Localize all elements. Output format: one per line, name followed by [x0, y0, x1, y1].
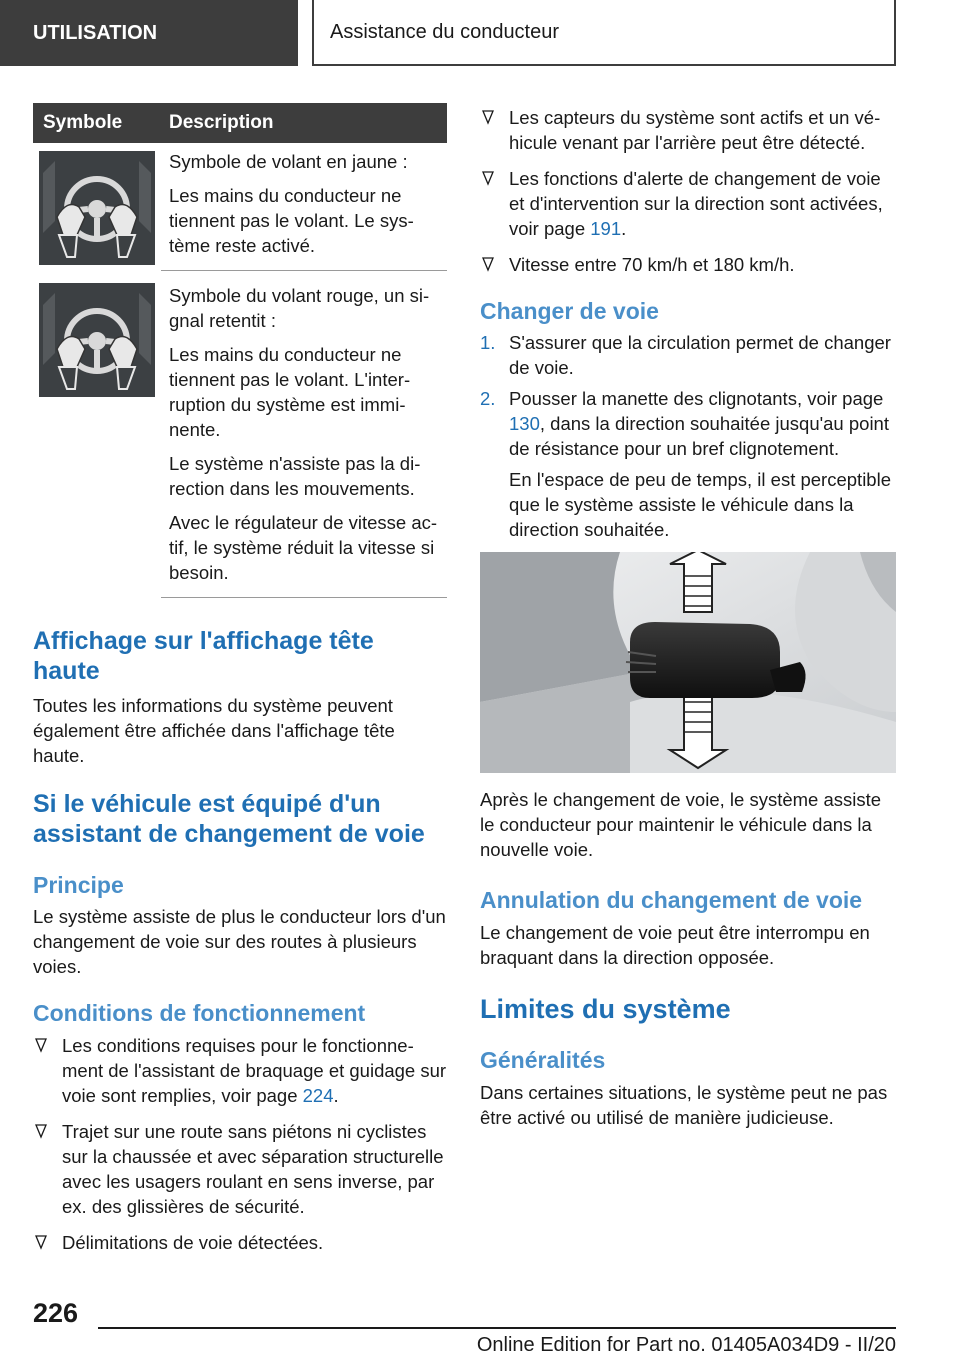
conditions-heading: Conditions de fonctionnement: [33, 1000, 366, 1026]
steering-wheel-yellow-icon: [39, 151, 155, 265]
edition-note: Online Edition for Part no. 01405A034D9 - II/20: [476, 1334, 896, 1356]
list-item: Les conditions requises pour le fonctionnement de l'assistant de braquage et guidage sur voie sont remplies, voir page 224.: [33, 1033, 447, 1108]
hud-heading: Affichage sur l'affichage tête haute: [33, 627, 374, 685]
symbol-description-line: Les mains du conducteur ne tiennent pas le volant. L'interruption du système est imminente.: [169, 344, 411, 440]
left-column: [33, 103, 447, 1266]
page-number: 226: [33, 1298, 79, 1328]
general-heading: Généralités: [480, 1047, 606, 1073]
principle-heading: Principe: [33, 872, 124, 898]
triangle-bullet-icon: [35, 1037, 47, 1053]
footer-divider: [98, 1327, 896, 1329]
conditions-list: [33, 1033, 447, 1255]
triangle-bullet-icon: [35, 1123, 47, 1139]
step-number: 1.: [480, 332, 496, 353]
symbol-description-line: Avec le régulateur de vitesse actif, le système réduit la vitesse si besoin.: [169, 512, 438, 583]
steering-wheel-red-icon: [39, 283, 155, 397]
change-lane-heading: Changer de voie: [480, 298, 659, 324]
list-item: 2. Pousser la manette des clignotants, voir page 130, dans la direction souhaitée jusqu'au point de résistance pour un bref clignotement. En l'espace de peu de temps, il est perceptible que le système assiste le véhicule dans la direction souhaitée.: [480, 386, 896, 542]
page-reference-link[interactable]: 191: [590, 218, 622, 239]
symbol-description-line: Le système n'assiste pas la direction dans les mouvements.: [169, 453, 421, 499]
step-number: 2.: [480, 388, 496, 409]
symbol-description-line: Les mains du conducteur ne tiennent pas le volant. Le système reste activé.: [169, 185, 414, 256]
after-figure-text: Après le changement de voie, le système assiste le conducteur pour maintenir le véhicule dans la nouvelle voie.: [480, 789, 882, 860]
symbol-description-line: Symbole du volant rouge, un signal retentit :: [169, 285, 430, 331]
list-item: Délimitations de voie détectées.: [33, 1230, 447, 1255]
symbol-table: [33, 103, 447, 598]
triangle-bullet-icon: [482, 109, 494, 125]
triangle-bullet-icon: [35, 1234, 47, 1250]
change-lane-steps: [480, 330, 896, 542]
cancel-heading: Annulation du changement de voie: [480, 887, 863, 913]
list-item: Trajet sur une route sans piétons ni cyclistes sur la chaussée et avec séparation structurelle avec les usagers roulant en sens inverse, par ex. des glissières de sécurité.: [33, 1119, 447, 1219]
table-row: [33, 271, 447, 598]
list-item: 1. S'assurer que la circulation permet de changer de voie.: [480, 332, 891, 378]
triangle-bullet-icon: [482, 256, 494, 272]
turn-signal-lever-illustration: [480, 552, 896, 773]
section-title: UTILISATION: [0, 0, 298, 66]
conditions-list-continued: [480, 105, 896, 277]
hud-text: Toutes les informations du système peuvent également être affichée dans l'affichage tête haute.: [33, 695, 395, 766]
step-extra-text: En l'espace de peu de temps, il est perceptible que le système assiste le véhicule dans la direction souhaitée.: [509, 469, 891, 540]
list-item: Les fonctions d'alerte de changement de voie et d'intervention sur la direction sont activées, voir page 191.: [480, 166, 896, 241]
symbol-description-line: Symbole de volant en jaune :: [169, 151, 408, 172]
table-row: [33, 143, 447, 271]
right-column: [480, 103, 896, 1130]
principle-text: Le système assiste de plus le conducteur lors d'un changement de voie sur des routes à plusieurs voies.: [33, 906, 446, 977]
table-header-row: [33, 103, 447, 143]
limits-heading: Limites du système: [480, 994, 731, 1024]
page-reference-link[interactable]: 130: [509, 413, 540, 434]
page-header: [0, 0, 960, 82]
page-reference-link[interactable]: 224: [302, 1085, 334, 1106]
cancel-text: Le changement de voie peut être interrompu en braquant dans la direction opposée.: [480, 922, 870, 968]
column-header-symbol: Symbole: [33, 103, 161, 143]
general-text: Dans certaines situations, le système peut ne pas être activé ou utilisé de manière judicieuse.: [480, 1082, 888, 1128]
triangle-bullet-icon: [482, 170, 494, 186]
list-item: Vitesse entre 70 km/h et 180 km/h.: [480, 252, 896, 277]
column-header-description: Description: [161, 103, 447, 143]
lane-change-heading: Si le véhicule est équipé d'un assistant de changement de voie: [33, 790, 425, 848]
chapter-title: Assistance du conducteur: [312, 0, 896, 66]
list-item: Les capteurs du système sont actifs et un véhicule venant par l'arrière peut être détecté.: [480, 105, 896, 155]
